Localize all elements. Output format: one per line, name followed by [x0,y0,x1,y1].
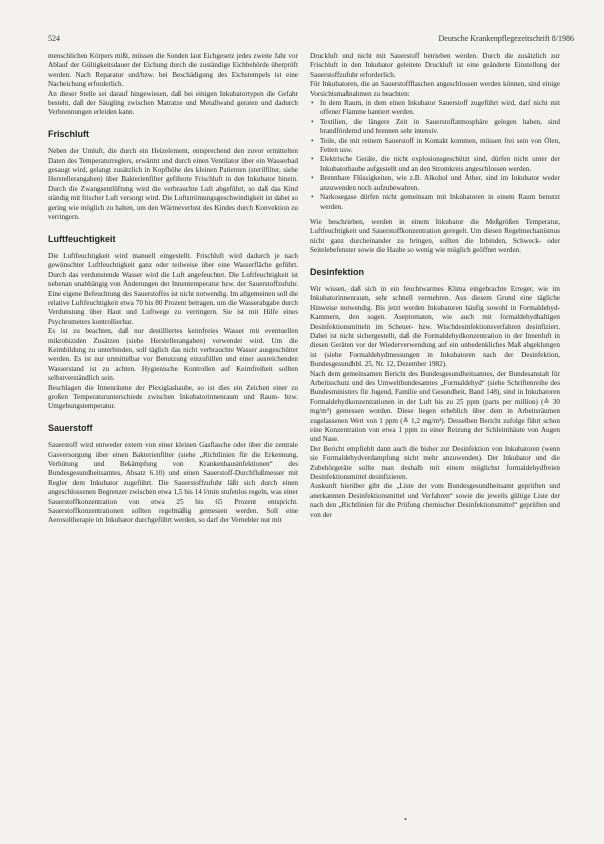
list-item: • In dem Raum, in dem einen Inkubator Sauerstoff zugeführt wird, darf nicht mit offener Flamme hantiert werden. [320,99,560,118]
list-item: • Brennbare Flüssigkeiten, wie z.B. Alkohol und Äther, sind im Inkubator weder anzuwenden noch aufzubewahren. [320,174,560,193]
section-heading-luftfeuchtigkeit: Luftfeuchtigkeit [48,233,116,244]
paragraph: Sauerstoff wird entweder extern von einer kleinen Gasflasche oder über die zentrale Gasversorgung über einen Bakterienfilter (siehe „Richtlinien für die Erkennung, Verhütung und Bekämpfung von Krankenhausinfektionen“ des Bundesgesundheitsamtes, Absatz 6.10) und einen Sauerstoff-Durchflußmesser mit Regler dem Inkubator zugeführt. Die Sauerstoffzufuhr läßt sich durch einen angeschlossenen Begrenzer zwischen etwa 1,5 bis 14 l/min stufenlos regeln, was einer Sauerstoffkonzentration von etwa 25 bis 65 Prozent entspricht. Sauerstoffkonzentrationen sollten regelmäßig gemessen werden. Soll eine Aerosoltherapie im Inkubator durchgeführt werden, so darf der Vernebler nur mit [48,441,298,525]
list-item: • Textilien, die längere Zeit in Sauerstoffatmosphäre gelegen haben, sind brandfördernd und brennen sehr intensiv. [320,118,560,137]
paragraph: Neben der Umluft, die durch ein Heizelement, entsprechend den zuvor ermittelten Daten des Temperaturreglers, erwärmt und durch einen Ventilator über ein Wasserbad gesaugt wird, gelangt zusätzlich in Kopfhöhe des kleinen Patienten (sterilfilter, siehe Herstellerangaben) über Bakterienfilter gefilterte Frischluft in den Inkubator hinein. Durch die Zwangsentlüftung wird die verbrauchte Luft abgeführt, so daß das Kind ständig mit frischer Luft versorgt wird. Die Luftströmungsgeschwindigkeit ist dabei so gering wie möglich zu halten, um den Wärmeverlust des Kindes durch Konvektion zu verringern. [48,147,298,222]
section-heading-frischluft: Frischluft [48,128,90,139]
paragraph: An dieser Stelle sei darauf hingewiesen, daß bei einigen Inkubatortypen die Gefahr besteht, daß der Säugling zwischen Matratze und Metallwand geraten und dadurch Verbrennungen erleiden kann. [48,89,298,117]
paragraph: Nach dem gemeinsamen Bericht des Bundesgesundheitsamtes, der Bundesanstalt für Arbeitsschutz und des Umweltbundesamtes „Formaldehyd“ (siehe Schriftenreihe des Bundesministers für Jugend, Familie und Gesundheit, Band 148), sind in Inkubatoren Formaldehydkonzentrationen in der Luft bis zu 25 ppm (parts per million) (≙ 30 mg/m³) gemessen worden. Diese liegen erheblich über dem in Arbeitsräumen zugelassenen Wert von 1 ppm (≙ 1,2 mg/m³). Desselben Bericht zufolge führt schon eine Konzentration von etwa 1 ppm zu einer Reizung der Schleimhäute von Augen und Nase. [310,369,560,444]
list-item: • Elektrische Geräte, die nicht explosionsgeschützt sind, dürfen nicht unter der Inkubatorhaube aufgestellt und an den Stromkreis angeschlossen werden. [320,155,560,174]
journal-title: Deutsche Krankenpflegezeitschrift 8/1986 [438,34,574,43]
paragraph: Für Inkubatoren, die an Sauerstoffflaschen angeschlossen werden können, sind einige Vorsichtsmaßnahmen zu beachten: [310,80,560,98]
section-heading-desinfektion: Desinfektion [310,266,365,277]
paragraph: Beschlagen die Innenräume der Plexiglashaube, so ist dies ein Zeichen einer zu großen Temperaturunterschiede zwischen Inkubatorinnenraum und Raum- bzw. Umgebungstemperatur. [48,383,298,411]
list-item: • Narkosegase dürfen nicht gemeinsam mit Inkubatoren in einem Raum benutzt werden. [320,193,560,212]
paragraph: Auskunft hierüber gibt die „Liste der vom Bundesgesundheitsamt geprüften und anerkannten Desinfektionsmittel und Verfahren“ sowie die jeweils gültige Liste der nach den „Richtlinien für die Prüfung chemischer Desinfektionsmittel“ geprüften und von der [310,482,560,519]
list-item: • Teile, die mit reinem Sauerstoff in Kontakt kommen, müssen frei sein von Ölen, Fetten usw. [320,137,560,156]
page-mark: • [404,815,407,824]
section-heading-sauerstoff: Sauerstoff [48,422,93,433]
page-number: 524 [48,34,60,43]
right-column [310,52,560,520]
paragraph: menschlichen Körpers mißt, müssen die Sonden laut Eichgesetz jedes zweite Jahr vor Ablauf der Gültigkeitsdauer der Eichung durch die zuständige Eichbehörde überprüft werden. Nach Reparatur und/bzw. bei Beschädigung des Eichstempels ist eine Nacheichung erforderlich. [48,52,298,89]
paragraph: Wir wissen, daß sich in ein feuchtwarmes Klima eingebrachte Erreger, wie im Inkubatorinnenraum, sehr schnell vermehren. Aus diesem Grund eine tägliche Hinweise notwendig. Bis jetzt werden Inkubatoren häufig sowohl in Formaldehyd-Kammern, den sogen. Aseptomaten, wie auch mit formaldehydhaltigen Desinfektionsmitteln im Scheuer- bzw. Wischdesinfektionsverfahren desinfiziert. Dabei ist nicht sichergestellt, daß die Formaldehydkonzentration in der Innenluft in diesen Geräten vor der Wiederverwendung auf ein unbedenkliches Maß abgeklungen ist (siehe Formaldehydmessungen in Inkubatoren nach der Desinfektion, Bundesgesundhbl. 25, Nr. 12, Dezember 1982). [310,284,560,369]
left-column [48,52,298,526]
paragraph: Die Luftfeuchtigkeit wird manuell eingestellt. Frischluft wird dadurch je nach gewünschter Luftfeuchtigkeit ganz oder teilweise über eine Wasserfläche geführt. Durch das verdunstende Wasser wird die Luft angefeuchtet. Die Luftfeuchtigkeit ist nebenan unabhängig von Änderungen der Innentemperatur bzw. der Sauerstoffzufuhr. Eine eigene Befeuchtung des Sauerstoffes ist nicht notwendig. Im allgemeinen soll die relative Luftfeuchtigkeit etwa 70 bis 80 Prozent betragen, um die Wasserabgabe durch Verdunstung über Haut und Luftwege zu verringern. Sie ist mit Hilfe eines Psychrometers kontrollierbar. [48,251,298,326]
paragraph: Es ist zu beachten, daß nur destilliertes keimfreies Wasser mit eventuellen mikrobiziden Zusätzen (siehe Herstellerangaben) verwendet wird. Um die Keimbildung zu unterbinden, soll täglich das nicht verbrauchte Wasser ausgeschüttet werden. Es ist nur unmittelbar vor Benutzung einzufüllen und einer ausreichenden Wasserstand ist zu achten. Hygienische Kontrollen auf Keimfreiheit sollten selbstverständlich sein. [48,327,298,383]
paragraph: Wie beschrieben, werden in einem Inkubator die Meßgrößen Temperatur, Luftfeuchtigkeit und Sauerstoffkonzentration geregelt. Um diesen Regelmechanismus nicht ganz durcheinander zu bringen, sollten die Inbinden, Schweck- oder Seitelebefenster sowie die Haube so wenig wie möglich geöffnet werden. [310,217,560,255]
paragraph: Der Bericht empfiehlt dann auch die bisher zur Desinfektion von Inkubatoren (wenn sie Formaldehydverdampfung nicht mehr anzuwenden). Der Inkubator und die Zubehörgeräte sollte man deshalb mit einem möglichst formaldehydfreien Desinfektionsmittel desinfizieren. [310,444,560,482]
precaution-list [310,99,560,212]
paragraph: Druckluft und nicht mit Sauerstoff betrieben werden. Durch die zusätzlich zur Frischluft in den Inkubator geleitete Druckluft ist eine geänderte Einstellung der Sauerstoffzufuhr erforderlich. [310,52,560,79]
